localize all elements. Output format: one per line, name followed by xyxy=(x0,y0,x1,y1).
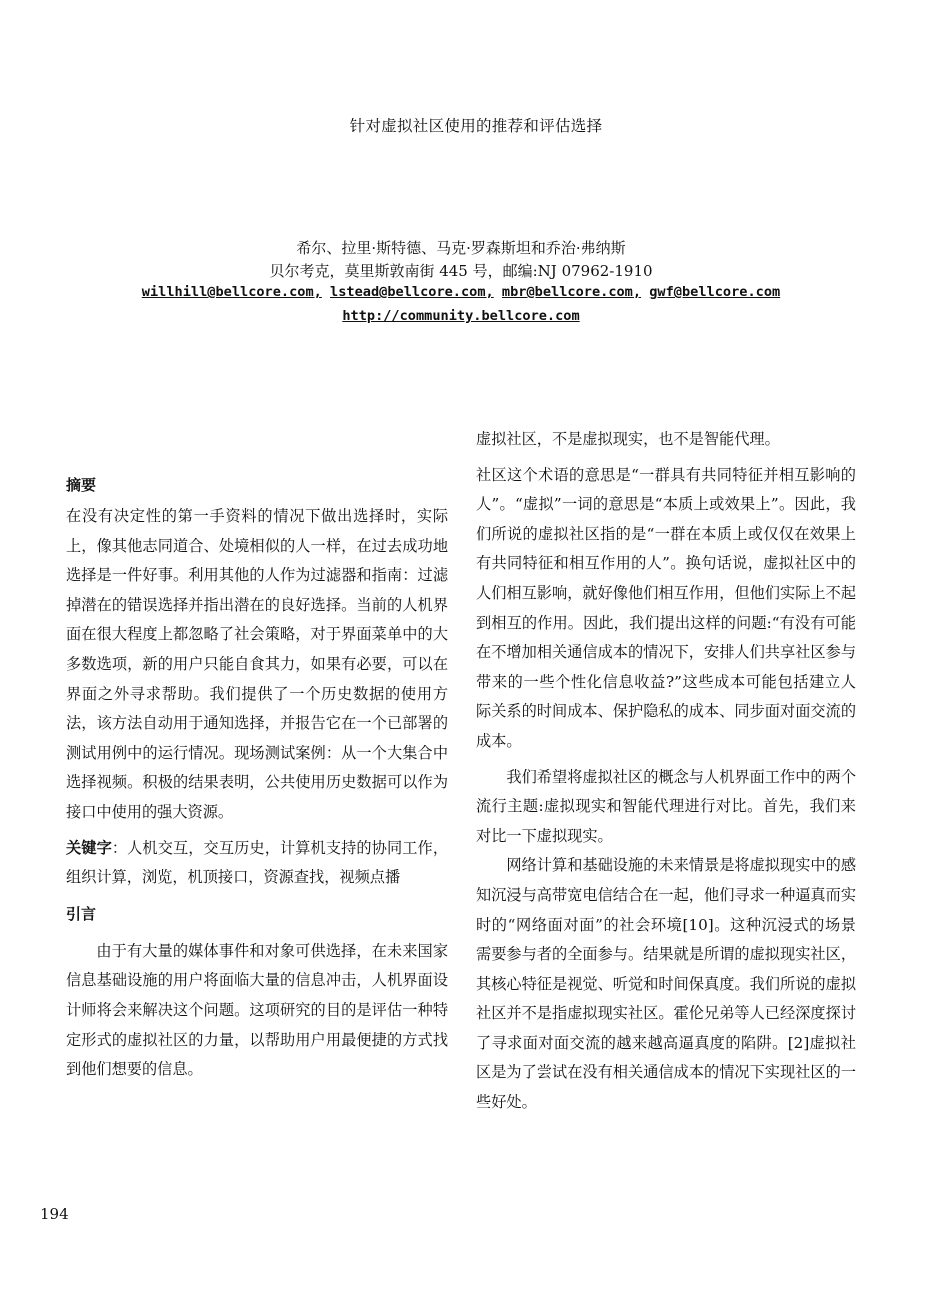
left-column xyxy=(66,470,448,1085)
author-list: 希尔、拉里·斯特德、马克·罗森斯坦和乔治·弗纳斯 xyxy=(296,239,626,257)
author-address: 贝尔考克，莫里斯敦南街 445 号，邮编:NJ 07962-1910 xyxy=(269,262,653,280)
intro-text: 由于有大量的媒体事件和对象可供选择，在未来国家信息基础设施的用户将面临大量的信息冲击，人机界面设计师将会来解决这个问题。这项研究的目的是评估一种特定形式的虚拟社区的力量，以帮助用户用最便捷的方式找到他们想要的信息。 xyxy=(66,941,448,1079)
right-paragraph: 网络计算和基础设施的未来情景是将虚拟现实中的感知沉浸与高带宽电信结合在一起，他们寻求一种逼真而实时的“网络面对面”的社会环境[10]。这种沉浸式的场景需要参与者的全面参与。结果就是所谓的虚拟现实社区，其核心特征是视觉、听觉和时间保真度。我们所说的虚拟社区并不是指虚拟现实社区。霍伦兄弟等人已经深度探讨了寻求面对面交流的越来越高逼真度的陷阱。[2]虚拟社区是为了尝试在没有相关通信成本的情况下实现社区的一些好处。 xyxy=(476,856,856,1112)
keywords-label: 关键字 xyxy=(66,838,112,857)
keywords-text: ：人机交互，交互历史，计算机支持的协同工作，组织计算，浏览，机顶接口，资源查找，视频点播 xyxy=(66,838,449,887)
email-link[interactable]: lstead@bellcore.com, xyxy=(330,284,494,300)
email-link[interactable]: willhill@bellcore.com, xyxy=(141,284,322,300)
right-paragraph: 社区这个术语的意思是“一群具有共同特征并相互影响的人”。“虚拟”一词的意思是“本质上或效果上”。因此，我们所说的虚拟社区指的是“一群在本质上或仅仅在效果上有共同特征和相互作用的人”。换句话说，虚拟社区中的人们相互影响，就好像他们相互作用，但他们实际上不起到相互的作用。因此，我们提出这样的问题:“有没有可能在不增加相关通信成本的情况下，安排人们共享社区参与带来的一些个性化信息收益?”这些成本可能包括建立人际关系的时间成本、保护隐私的成本、同步面对面交流的成本。 xyxy=(476,465,856,750)
paper-title: 针对虚拟社区使用的推荐和评估选择 xyxy=(349,117,603,135)
right-column xyxy=(476,425,856,1118)
email-link[interactable]: mbr@bellcore.com, xyxy=(501,284,642,300)
abstract-text: 在没有决定性的第一手资料的情况下做出选择时，实际上，像其他志同道合、处境相似的人一样，在过去成功地选择是一件好事。利用其他的人作为过滤器和指南：过滤掉潜在的错误选择并指出潜在的良好选择。当前的人机界面在很大程度上都忽略了社会策略，对于界面菜单中的大多数选项，新的用户只能自食其力，如果有必要，可以在界面之外寻求帮助。我们提供了一个历史数据的使用方法，该方法自动用于通知选择，并报告它在一个已部署的测试用例中的运行情况。现场测试案例：从一个大集合中选择视频。积极的结果表明，公共使用历史数据可以作为接口中使用的强大资源。 xyxy=(66,507,448,821)
url-link[interactable]: http://community.bellcore.com xyxy=(342,308,580,324)
intro-heading: 引言 xyxy=(66,904,97,923)
project-url xyxy=(0,308,922,324)
keywords-paragraph xyxy=(66,834,448,893)
email-link[interactable]: gwf@bellcore.com xyxy=(649,284,781,300)
abstract-heading: 摘要 xyxy=(66,476,97,494)
author-emails xyxy=(0,284,922,300)
page-number: 194 xyxy=(40,1205,69,1223)
right-paragraph: 我们希望将虚拟社区的概念与人机界面工作中的两个流行主题:虚拟现实和智能代理进行对比。首先，我们来对比一下虚拟现实。 xyxy=(476,767,856,845)
right-paragraph: 虚拟社区，不是虚拟现实，也不是智能代理。 xyxy=(476,430,780,448)
